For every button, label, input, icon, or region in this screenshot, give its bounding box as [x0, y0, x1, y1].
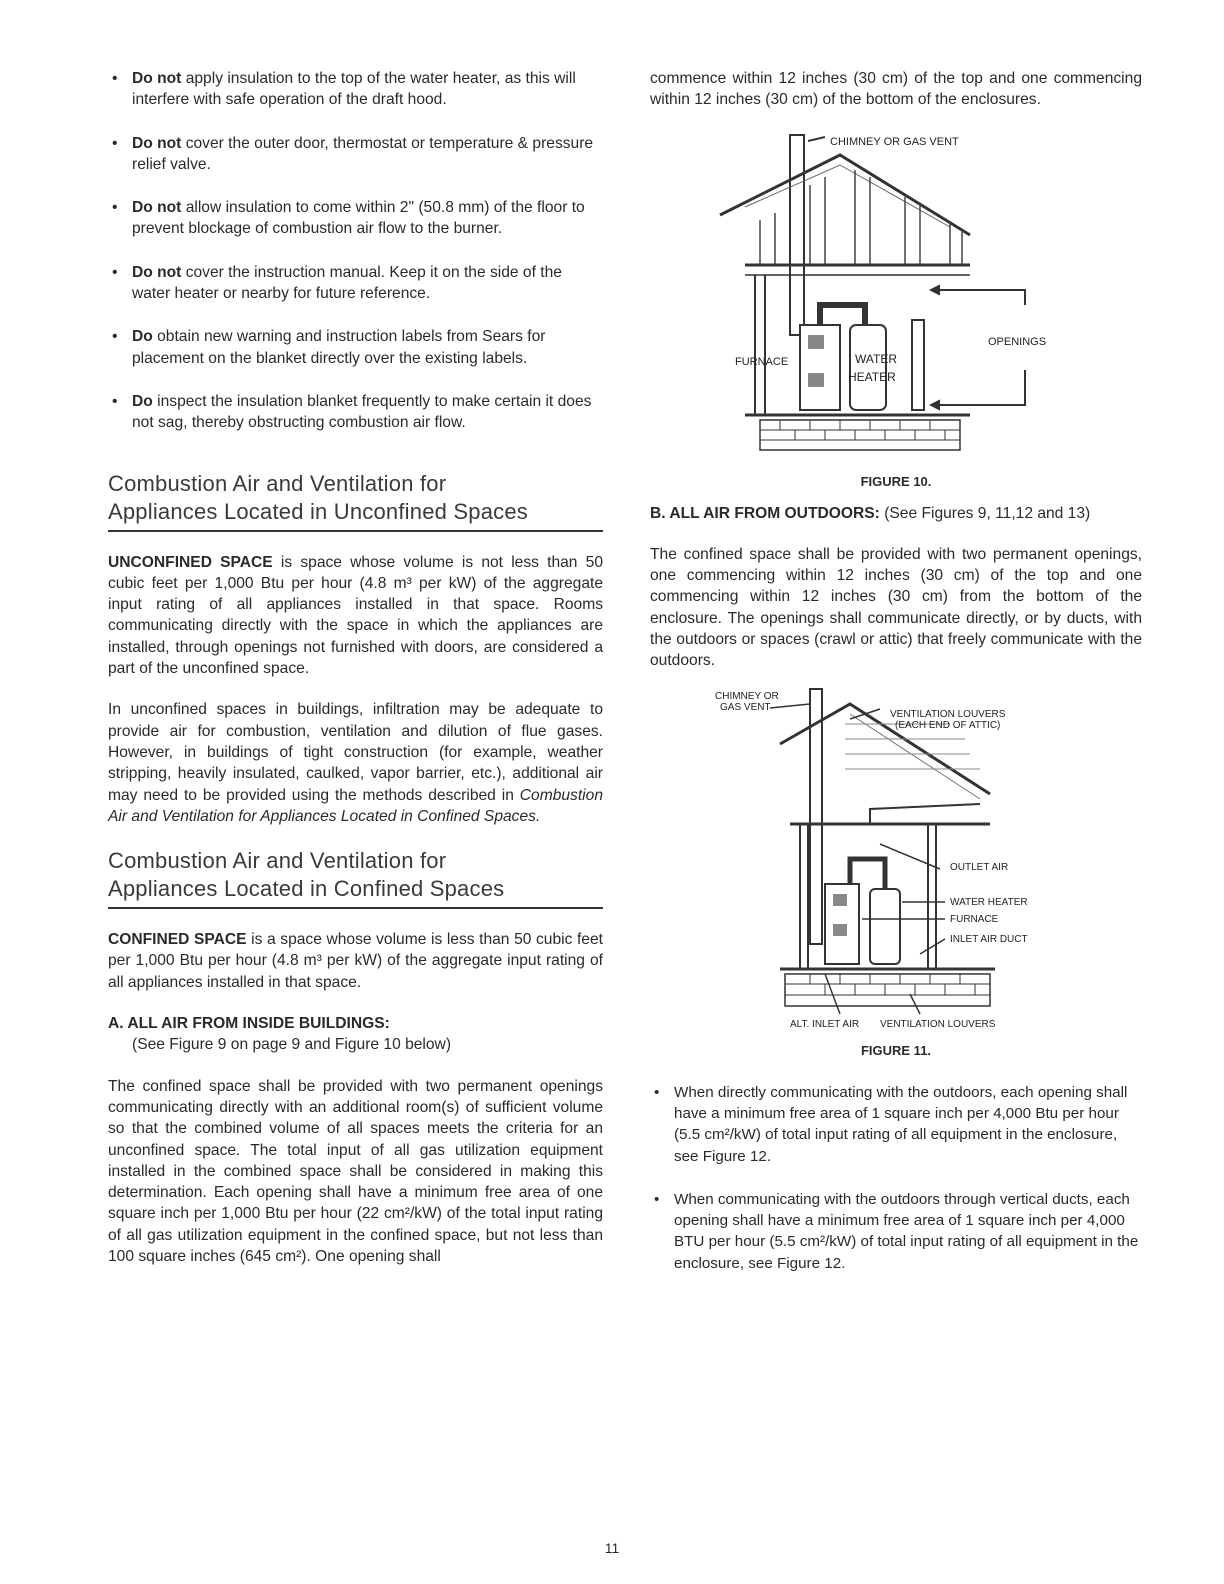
list-item: • Do not apply insulation to the top of the water heater, as this will interfere with safe operation of the draft hood. [112, 70, 576, 109]
list-item: • Do obtain new warning and instruction labels from Sears for placement on the blanket directly over the existing labels. [112, 328, 546, 367]
heading-confined-spaces: Combustion Air and Ventilation for Appliances Located in Confined Spaces [108, 847, 603, 909]
label-outlet-air: OUTLET AIR [950, 861, 1009, 873]
label-water: WATER [855, 351, 897, 366]
label-chimney-1: CHIMNEY OR [715, 690, 779, 702]
subsection-a-reference: (See Figure 9 on page 9 and Figure 10 below) [132, 1036, 452, 1054]
insulation-bullet-list [108, 68, 603, 434]
list-item: • Do inspect the insulation blanket frequently to make certain it does not sag, thereby obstructing combustion air flow. [112, 392, 592, 432]
foundation-shape [785, 974, 990, 1006]
label-openings: OPENINGS [988, 335, 1047, 348]
list-item: • Do not cover the instruction manual. Keep it on the side of the water heater or nearby for future reference. [112, 263, 562, 303]
infiltration-paragraph: In unconfined spaces in buildings, infiltration may be adequate to provide air for combustion, ventilation and dilution of flue gases. However, in buildings of tight construction (for example, weather stripping, heavily insulated, caulked, vapor barrier, etc.), additional air may need to be provided using the methods described in Combustion Air and Ventilation for Appliances Located in Confined Spaces. [108, 701, 603, 825]
figure-11-caption: FIGURE 11. [860, 1042, 932, 1058]
list-item: • Do not cover the outer door, thermostat or temperature & pressure relief valve. [112, 134, 594, 173]
roof-line [720, 155, 970, 235]
water-heater-shape [850, 325, 886, 410]
label-water-heater: WATER HEATER [950, 896, 1028, 908]
label-chimney: CHIMNEY OR GAS VENT [830, 135, 959, 148]
arrow-icon [808, 137, 825, 141]
outdoor-bullet-list [650, 1082, 1142, 1274]
figure-11-diagram [650, 684, 1142, 1034]
figure-10-caption: FIGURE 10. [860, 473, 932, 489]
label-alt-inlet-air: ALT. INLET AIR [790, 1018, 860, 1030]
subsection-b-title: B. ALL AIR FROM OUTDOORS: (See Figures 9, 11,12 and 13) [650, 504, 1091, 522]
list-item: • When communicating with the outdoors through vertical ducts, each opening shall have a minimum free area of 1 square inch per 4,000 BTU per hour (5.5 cm²/kW) of total input rating of all equipment in the enclosure, see Figure 12. [654, 1190, 1139, 1272]
list-item: • When directly communicating with the outdoors, each opening shall have a minimum free area of 1 square inch per 4,000 Btu per hour (5.5 cm²/kW) of total input rating of all equipment in the enclosure, see Figure 12. [654, 1083, 1128, 1165]
page-number: 11 [604, 1540, 620, 1556]
figure-10-diagram [650, 125, 1142, 465]
confined-openings-paragraph: The confined space shall be provided with two permanent openings communicating directly with an additional room(s) of sufficient volume so that the combined volume of all spaces meets the criteria for an unconfined space. The total input of all gas utilization equipment installed in the combined space shall be considered in making this determination. Each opening shall have a minimum free area of one square inch per 1,000 Btu per hour (22 cm²/kW) of the total input rating of all gas utilization equipment in the confined space, but not less than 100 square inches (645 cm²). One opening shall [108, 1077, 603, 1265]
list-item: • Do not allow insulation to come within 2" (50.8 mm) of the floor to prevent blockage of combustion air flow to the burner. [112, 199, 585, 238]
label-furnace: FURNACE [950, 913, 999, 925]
subsection-a-title: A. ALL AIR FROM INSIDE BUILDINGS: [108, 1015, 390, 1033]
right-column [650, 68, 1142, 1296]
chimney-shape [790, 135, 804, 335]
continuation-paragraph: commence within 12 inches (30 cm) of the top and one commencing within 12 inches (30 cm) of the bottom of the enclosures. [650, 70, 1142, 109]
label-heater: HEATER [848, 369, 896, 384]
water-heater-shape [870, 889, 900, 964]
label-inlet-air-duct: INLET AIR DUCT [950, 933, 1028, 945]
label-ventilation-louvers-top: VENTILATION LOUVERS [890, 708, 1006, 720]
label-each-end-of-attic: (EACH END OF ATTIC) [895, 719, 1001, 731]
label-chimney-2: GAS VENT [720, 701, 771, 713]
outdoor-air-paragraph: The confined space shall be provided with two permanent openings, one commencing within 12 inches (30 cm) of the top and one commencing within 12 inches (30 cm) from the bottom of the enclosure. The openings shall communicate directly, or by ducts, with the outdoors or spaces (crawl or attic) that freely communicate with the outdoors. [650, 545, 1142, 670]
figure-10 [650, 125, 1142, 489]
unconfined-definition: UNCONFINED SPACE is space whose volume is not less than 50 cubic feet per 1,000 Btu per hour (4.8 m³ per kW) of the aggregate input rating of all appliances installed in that space. Rooms communicating directly with the space in which the appliances are installed, through openings not furnished with doors, are considered a part of the unconfined space. [108, 553, 603, 678]
figure-11 [650, 684, 1142, 1058]
heading-unconfined-spaces: Combustion Air and Ventilation for Appliances Located in Unconfined Spaces [108, 470, 603, 532]
label-furnace: FURNACE [735, 355, 789, 368]
confined-definition: CONFINED SPACE is a space whose volume is less than 50 cubic feet per 1,000 Btu per hour (4.8 m³ per kW) of the aggregate input rating of all appliances installed in that space. [108, 931, 603, 991]
label-ventilation-louvers-bottom: VENTILATION LOUVERS [880, 1018, 996, 1030]
left-column [108, 68, 603, 1267]
